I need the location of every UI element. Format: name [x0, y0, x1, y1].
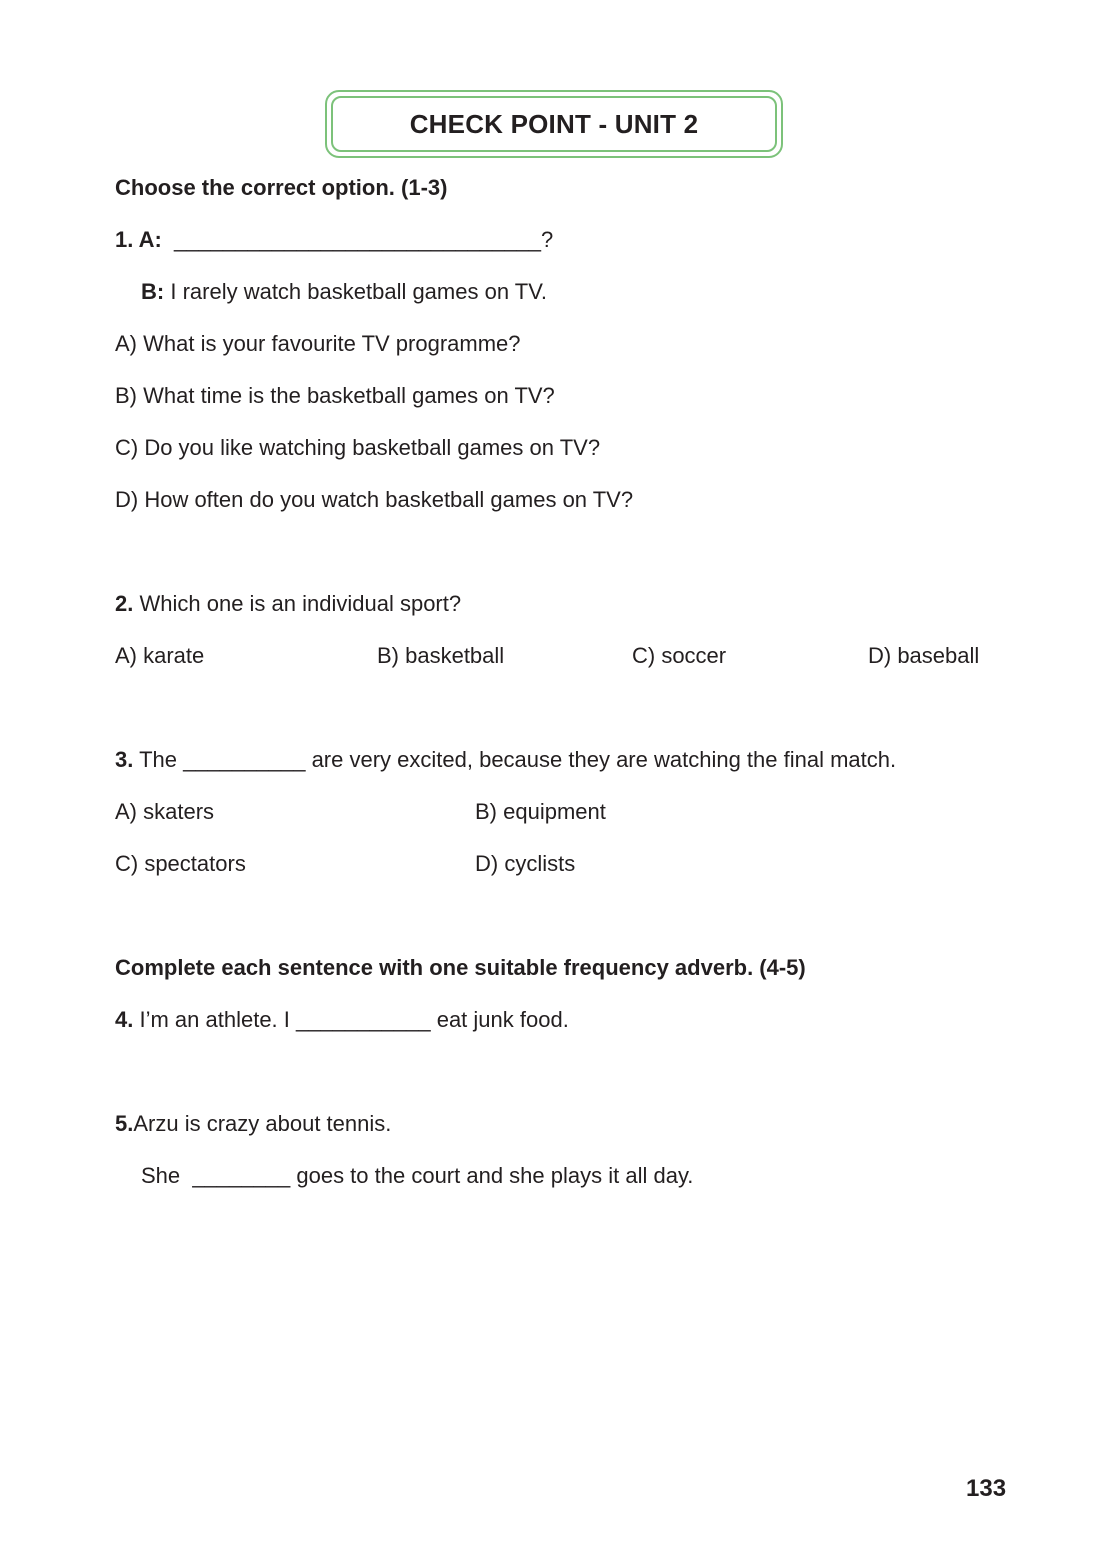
question-5-text: Arzu is crazy about tennis. — [133, 1111, 392, 1136]
question-3-option-b: B) equipment — [475, 799, 606, 824]
question-3-option-d: D) cyclists — [475, 851, 576, 876]
question-1-line-a — [115, 227, 553, 253]
question-2-option-d: D) baseball — [868, 643, 980, 668]
section1-instruction: Choose the correct option. (1-3) — [115, 175, 448, 200]
question-4 — [115, 1007, 569, 1033]
question-1-b-label: B: — [141, 279, 165, 304]
question-3-option-c: C) spectators — [115, 851, 246, 876]
question-5-line2: She ________ goes to the court and she plays it all day. — [141, 1163, 694, 1188]
question-1-option-d: D) How often do you watch basketball games on TV? — [115, 487, 634, 512]
question-3 — [115, 747, 896, 773]
question-2 — [115, 591, 461, 617]
title-box-inner — [331, 96, 777, 152]
question-1-number: 1. A: — [115, 227, 162, 252]
question-4-number: 4. — [115, 1007, 134, 1032]
question-2-option-b: B) basketball — [377, 643, 505, 668]
question-2-number: 2. — [115, 591, 134, 616]
question-2-option-a: A) karate — [115, 643, 205, 668]
question-2-text: Which one is an individual sport? — [139, 591, 462, 616]
question-1-option-a: A) What is your favourite TV programme? — [115, 331, 521, 356]
question-4-text: I’m an athlete. I ___________ eat junk food. — [139, 1007, 569, 1032]
question-3-text: The __________ are very excited, because they are watching the final match. — [139, 747, 897, 772]
question-1-blank: ______________________________? — [173, 227, 554, 252]
page-number: 133 — [966, 1475, 1007, 1502]
question-3-option-a: A) skaters — [115, 799, 215, 824]
question-5-number: 5. — [115, 1111, 134, 1136]
question-1-line-b — [141, 279, 547, 305]
question-3-number: 3. — [115, 747, 134, 772]
question-1-option-b: B) What time is the basketball games on TV? — [115, 383, 555, 408]
question-1-b-text: I rarely watch basketball games on TV. — [170, 279, 547, 304]
page-title: CHECK POINT - UNIT 2 — [409, 108, 699, 139]
question-5 — [115, 1111, 391, 1137]
section2-instruction: Complete each sentence with one suitable frequency adverb. (4-5) — [115, 955, 806, 980]
question-1-option-c: C) Do you like watching basketball games on TV? — [115, 435, 601, 460]
title-box — [325, 90, 783, 158]
question-2-option-c: C) soccer — [632, 643, 727, 668]
